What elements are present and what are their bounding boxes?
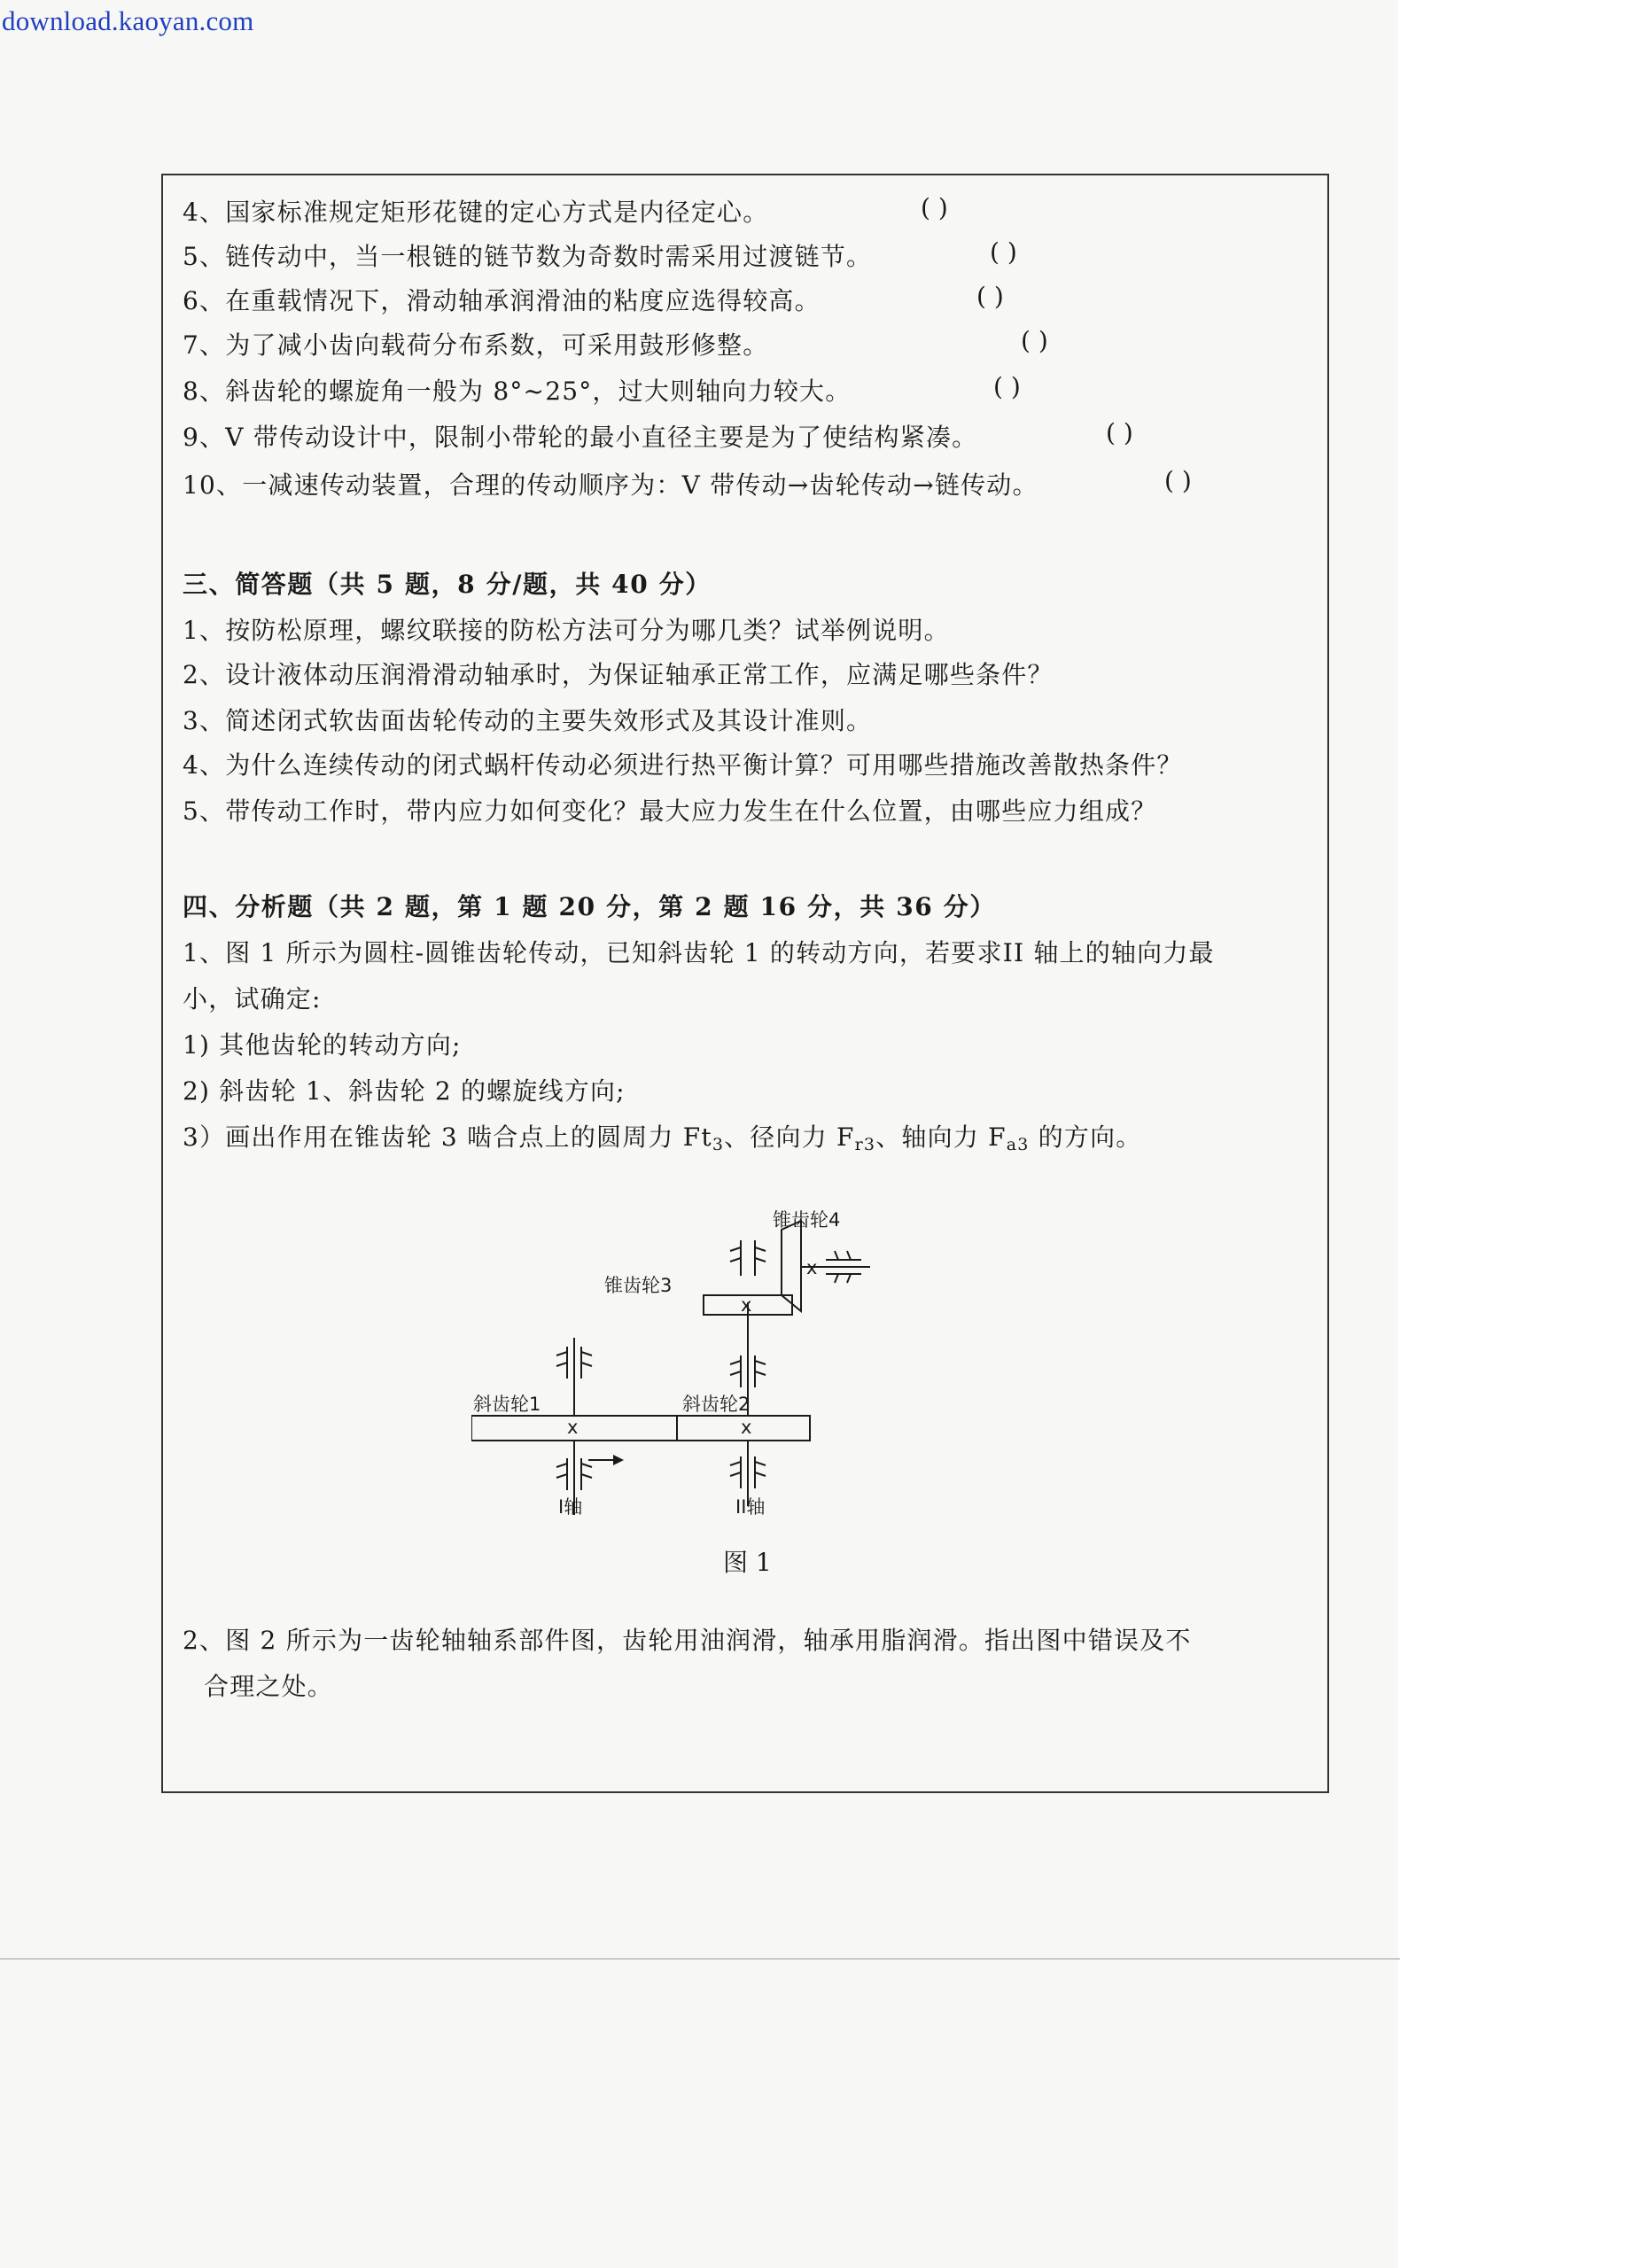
- fa-subscript: a3: [1006, 1135, 1030, 1154]
- fr-subscript: r3: [854, 1135, 876, 1154]
- analysis-q1-sub3-text-a: 3）画出作用在锥齿轮 3 啮合点上的圆周力 Ft: [183, 1122, 712, 1152]
- analysis-q2-line2: 合理之处。: [204, 1672, 334, 1701]
- section-3-heading: 三、简答题（共 5 题，8 分/题，共 40 分）: [183, 570, 712, 599]
- analysis-q1-sub3-text-c: 、轴向力 F: [875, 1122, 1007, 1152]
- tf-item-9: 9、V 带传动设计中，限制小带轮的最小直径主要是为了使结构紧凑。: [183, 423, 978, 452]
- label-shaft-2: II轴: [735, 1496, 766, 1518]
- ft-subscript: 3: [712, 1135, 725, 1154]
- analysis-q1-sub3-text-b: 、径向力 F: [724, 1122, 855, 1152]
- helical-2-center-mark: x: [741, 1417, 752, 1438]
- short-answer-1: 1、按防松原理，螺纹联接的防松方法可分为哪几类？试举例说明。: [183, 616, 950, 645]
- label-shaft-1: I轴: [558, 1496, 583, 1518]
- label-bevel-gear-4: 锥齿轮4: [773, 1209, 841, 1231]
- tf-answer-blank-7: ( ): [1021, 326, 1048, 355]
- tf-item-10: 10、一减速传动装置，合理的传动顺序为：V 带传动→齿轮传动→链传动。: [183, 470, 1038, 500]
- label-bevel-gear-3: 锥齿轮3: [604, 1275, 673, 1296]
- analysis-q1-sub2: 2) 斜齿轮 1、斜齿轮 2 的螺旋线方向;: [183, 1076, 626, 1106]
- short-answer-3: 3、简述闭式软齿面齿轮传动的主要失效形式及其设计准则。: [183, 706, 873, 735]
- tf-item-5: 5、链传动中，当一根链的链节数为奇数时需采用过渡链节。: [183, 242, 873, 271]
- scan-page-edge: [0, 1958, 1400, 1960]
- figure-1-gear-diagram: [471, 1205, 1012, 1524]
- tf-item-4: 4、国家标准规定矩形花键的定心方式是内径定心。: [183, 198, 769, 227]
- tf-answer-blank-8: ( ): [993, 372, 1021, 401]
- tf-item-7: 7、为了减小齿向载荷分布系数，可采用鼓形修整。: [183, 330, 769, 360]
- analysis-q1-sub3-text-d: 的方向。: [1029, 1122, 1142, 1152]
- label-helical-gear-2: 斜齿轮2: [682, 1394, 751, 1415]
- analysis-q1-sub1: 1) 其他齿轮的转动方向;: [183, 1030, 462, 1060]
- tf-item-8: 8、斜齿轮的螺旋角一般为 8°~25°，过大则轴向力较大。: [183, 377, 852, 406]
- short-answer-5: 5、带传动工作时，带内应力如何变化？最大应力发生在什么位置，由哪些应力组成？: [183, 796, 1157, 826]
- short-answer-4: 4、为什么连续传动的闭式蜗杆传动必须进行热平衡计算？可用哪些措施改善散热条件？: [183, 750, 1183, 780]
- tf-item-6: 6、在重载情况下，滑动轴承润滑油的粘度应选得较高。: [183, 286, 821, 315]
- analysis-q2-line1: 2、图 2 所示为一齿轮轴轴系部件图，齿轮用油润滑，轴承用脂润滑。指出图中错误及不: [183, 1626, 1192, 1655]
- figure-1-caption: 图 1: [723, 1548, 772, 1577]
- tf-answer-blank-9: ( ): [1106, 418, 1133, 447]
- tf-answer-blank-4: ( ): [921, 193, 948, 222]
- helical-1-center-mark: x: [567, 1417, 579, 1438]
- analysis-q1-line2: 小，试确定:: [183, 984, 322, 1014]
- short-answer-2: 2、设计液体动压润滑滑动轴承时，为保证轴承正常工作，应满足哪些条件？: [183, 660, 1054, 689]
- scan-margin-right: [1398, 0, 1649, 2268]
- tf-answer-blank-5: ( ): [990, 237, 1017, 267]
- analysis-q1-line1: 1、图 1 所示为圆柱-圆锥齿轮传动，已知斜齿轮 1 的转动方向，若要求II 轴上的轴向力最: [183, 938, 1215, 967]
- tf-answer-blank-10: ( ): [1164, 466, 1192, 495]
- rotation-arrow-head: [613, 1455, 624, 1465]
- tf-answer-blank-6: ( ): [976, 282, 1004, 311]
- exam-page-frame: [161, 174, 1329, 1793]
- bevel-4-center-mark: x: [806, 1257, 818, 1278]
- label-helical-gear-1: 斜齿轮1: [473, 1394, 541, 1415]
- watermark: download.kaoyan.com: [2, 5, 254, 36]
- analysis-q1-sub3: [183, 1118, 1141, 1154]
- bevel-3-center-mark: x: [741, 1294, 752, 1316]
- section-4-heading: 四、分析题（共 2 题，第 1 题 20 分，第 2 题 16 分，共 36 分）: [183, 892, 996, 921]
